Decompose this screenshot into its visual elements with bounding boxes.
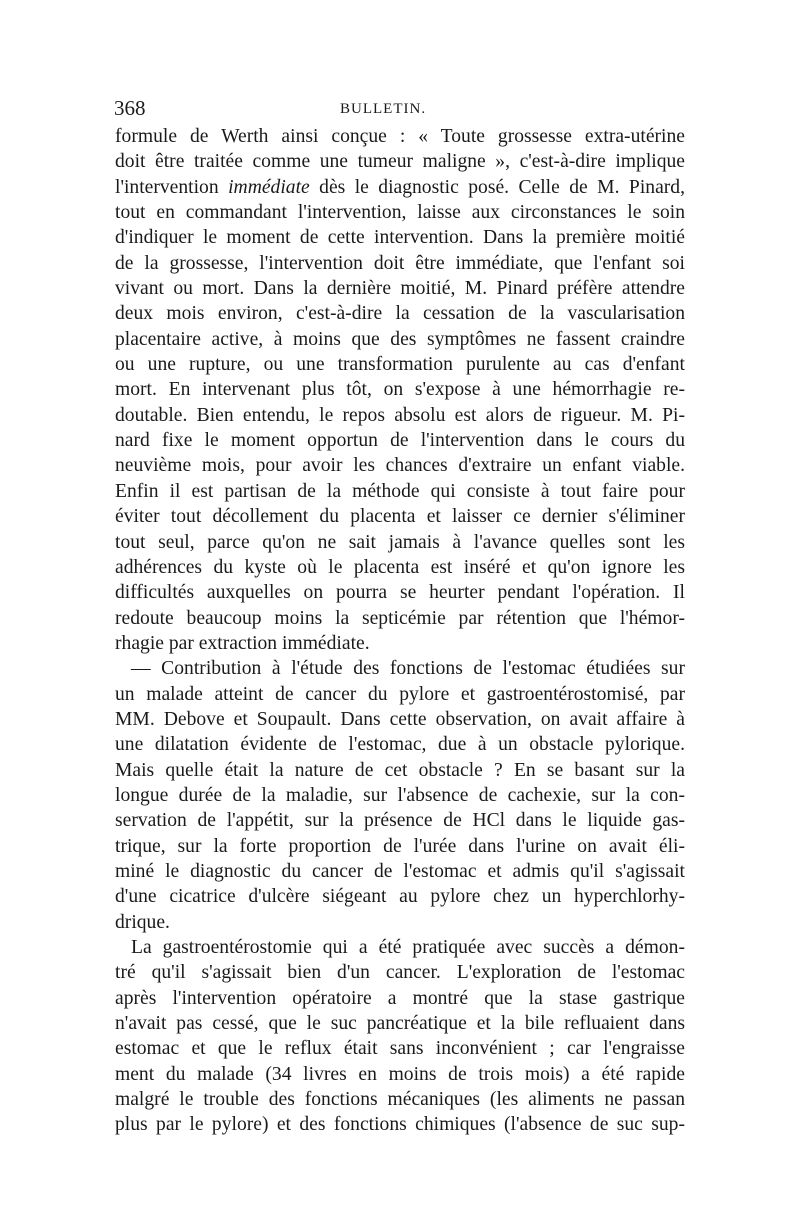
text-line	[115, 175, 685, 200]
text-run: l'intervention	[115, 176, 229, 198]
text-line: neuvième mois, pour avoir les chances d'extraire un enfant viable.	[115, 455, 685, 477]
text-line: doit être traitée comme une tumeur maligne », c'est-à-dire implique	[115, 151, 685, 173]
text-line: ou une rupture, ou une transformation purulente au cas d'enfant	[115, 354, 685, 376]
text-line: adhérences du kyste où le placenta est inséré et qu'on ignore les	[115, 556, 685, 578]
text-line: de la grossesse, l'intervention doit être immédiate, que l'enfant soi	[115, 252, 685, 274]
text-line: mort. En intervenant plus tôt, on s'expose à une hémorrhagie re-	[115, 379, 685, 401]
text-line: vivant ou mort. Dans la dernière moitié, M. Pinard préfère attendre	[115, 278, 685, 300]
text-line: un malade atteint de cancer du pylore et gastroentérostomisé, par	[115, 683, 685, 705]
text-line: plus par le pylore) et des fonctions chimiques (l'absence de suc sup-	[115, 1114, 685, 1136]
text-line: ment du malade (34 livres en moins de trois mois) a été rapide	[115, 1063, 685, 1085]
text-line: — Contribution à l'étude des fonctions de l'estomac étudiées sur	[131, 658, 685, 680]
text-line: n'avait pas cessé, que le suc pancréatique et la bile refluaient dans	[115, 1013, 685, 1035]
text-line: trique, sur la forte proportion de l'urée dans l'urine on avait éli-	[115, 835, 685, 857]
page-header	[0, 96, 800, 120]
text-line: après l'intervention opératoire a montré que la stase gastrique	[115, 987, 685, 1009]
text-line: une dilatation évidente de l'estomac, due à un obstacle pylorique.	[115, 734, 685, 756]
text-line: La gastroentérostomie qui a été pratiquée avec succès a démon-	[131, 937, 685, 958]
text-line: d'une cicatrice d'ulcère siégeant au pylore chez un hyperchlorhy-	[115, 886, 685, 908]
italic-word: immédiate	[228, 176, 310, 198]
text-line: nard fixe le moment opportun de l'intervention dans le cours du	[115, 430, 685, 452]
text-run: dès le diagnostic posé. Celle de M. Pinard,	[309, 176, 685, 198]
text-line: doutable. Bien entendu, le repos absolu est alors de rigueur. M. Pi-	[115, 404, 685, 426]
text-line: placentaire active, à moins que des symptômes ne fassent craindre	[115, 328, 685, 350]
text-line: drique.	[115, 911, 170, 933]
text-line: rhagie par extraction immédiate.	[115, 632, 370, 654]
text-line: estomac et que le reflux était sans inconvénient ; car l'engraisse	[115, 1038, 685, 1060]
text-line: tré qu'il s'agissait bien d'un cancer. L'exploration de l'estomac	[115, 962, 685, 984]
text-line: deux mois environ, c'est-à-dire la cessation de la vascularisation	[115, 303, 685, 325]
text-line: MM. Debove et Soupault. Dans cette observation, on avait affaire à	[115, 708, 685, 730]
text-line: longue durée de la maladie, sur l'absence de cachexie, sur la con-	[115, 784, 685, 806]
body-text	[115, 124, 685, 1138]
text-line: malgré le trouble des fonctions mécaniques (les aliments ne passan	[115, 1089, 685, 1111]
text-line: servation de l'appétit, sur la présence de HCl dans le liquide gas-	[115, 810, 685, 832]
running-head: BULLETIN.	[340, 101, 427, 117]
text-line: Mais quelle était la nature de cet obstacle ? En se basant sur la	[115, 759, 685, 781]
text-line: formule de Werth ainsi conçue : « Toute grossesse extra-utérine	[115, 126, 685, 147]
text-line: tout en commandant l'intervention, laisse aux circonstances le soin	[115, 202, 685, 224]
text-line: miné le diagnostic du cancer de l'estomac et admis qu'il s'agissait	[115, 860, 685, 882]
text-line: Enfin il est partisan de la méthode qui consiste à tout faire pour	[115, 480, 685, 502]
text-line: d'indiquer le moment de cette intervention. Dans la première moitié	[115, 227, 685, 249]
page-number: 368	[114, 96, 146, 120]
text-line: tout seul, parce qu'on ne sait jamais à l'avance quelles sont les	[115, 531, 685, 553]
text-line: redoute beaucoup moins la septicémie par rétention que l'hémor-	[115, 607, 685, 629]
text-line: difficultés auxquelles on pourra se heurter pendant l'opération. Il	[115, 582, 685, 604]
text-line: éviter tout décollement du placenta et laisser ce dernier s'éliminer	[115, 506, 685, 528]
